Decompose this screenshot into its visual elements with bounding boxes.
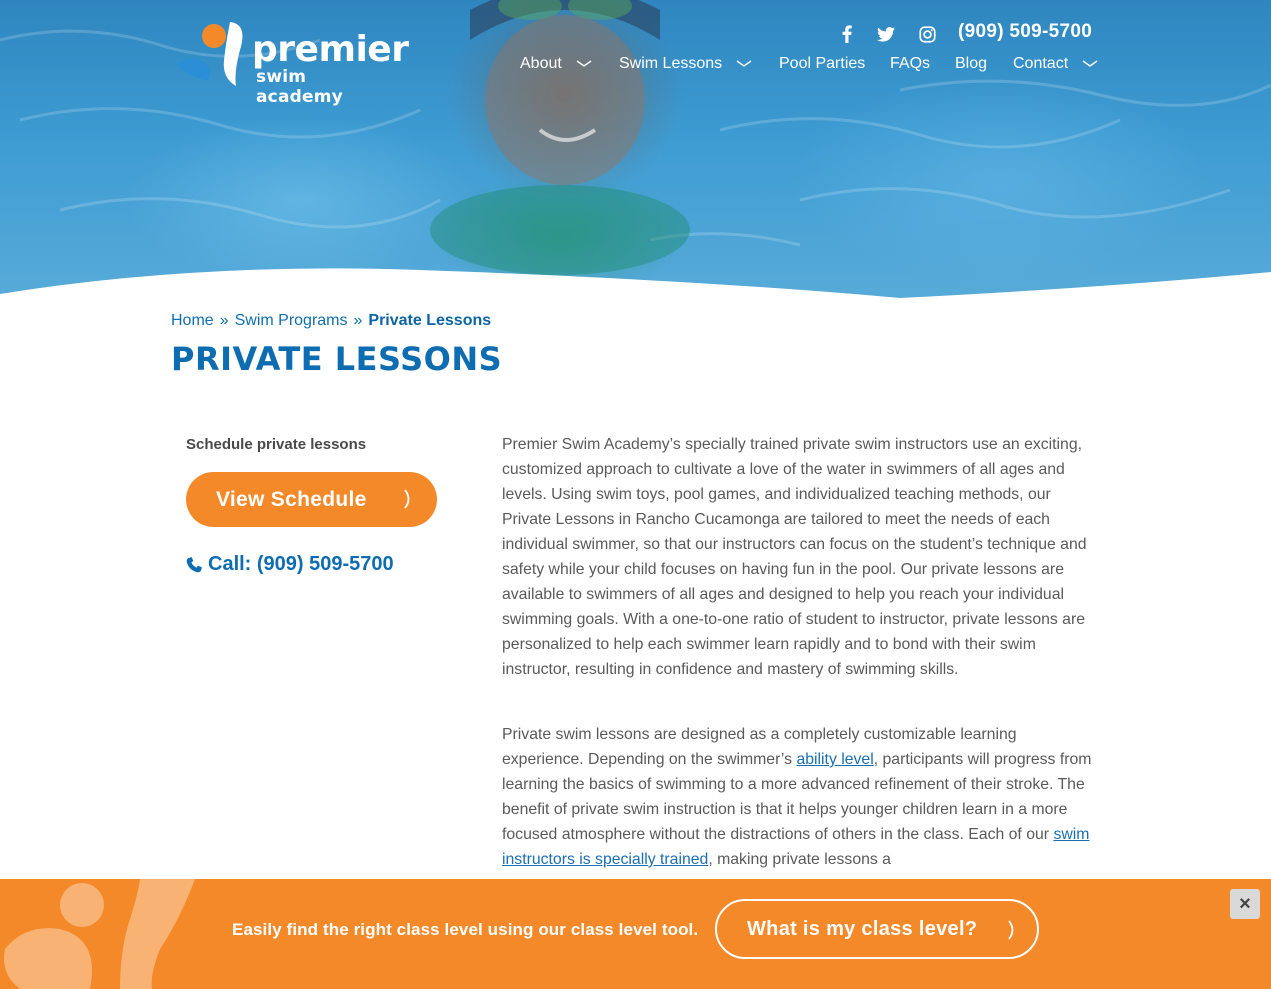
nav-swim-lessons-label: Swim Lessons [619, 55, 723, 72]
breadcrumb-separator: » [219, 312, 229, 329]
instagram-icon [919, 26, 936, 43]
facebook-link[interactable] [838, 22, 856, 46]
view-schedule-label: View Schedule [216, 487, 367, 511]
close-banner-button[interactable]: × [1230, 889, 1260, 919]
twitter-link[interactable] [875, 22, 897, 46]
call-phone-label: Call: (909) 509-5700 [208, 553, 394, 575]
nav-contact[interactable] [1013, 53, 1098, 75]
page-title: PRIVATE LESSONS [171, 340, 503, 378]
details-text: , making private lessons a [708, 851, 891, 868]
breadcrumb [171, 312, 491, 330]
breadcrumb-home[interactable]: Home [171, 312, 214, 329]
banner-message: Easily find the right class level using our class level tool. [232, 920, 699, 939]
nav-pool-parties[interactable]: Pool Parties [779, 55, 866, 72]
call-phone-link[interactable] [186, 553, 394, 576]
chevron-right-icon [403, 489, 413, 509]
facebook-icon [842, 25, 852, 43]
logo-mark-icon [174, 20, 254, 92]
details-text: Private swim lessons are designed as a completely customizable learning experience. Depending on the swimmer’s [502, 726, 1017, 768]
wave-divider [0, 262, 1271, 300]
breadcrumb-separator: » [353, 312, 363, 329]
intro-paragraph: Premier Swim Academy’s specially trained private swim instructors use an exciting, customized approach to cultivate a love of the water in swimmers of all ages and levels. Using swim toys, pool games, and individualized teaching methods, our Private Lessons in Rancho Cucamonga are tailored to meet the needs of each individual swimmer, so that our instructors can focus on the student’s technique and safety while your child focuses on having fun in the pool. Our private lessons are available to swimmers of all ages and designed to help you reach your individual swimming goals. With a one-to-one ratio of student to instructor, private lessons are personalized to help each swimmer learn rapidly and to bond with their swim instructor, resulting in confidence and mastery of swimming skills. [502, 436, 1087, 678]
class-level-button-label: What is my class level? [747, 917, 978, 940]
class-level-button[interactable] [715, 899, 1039, 959]
nav-about[interactable] [520, 53, 592, 75]
chevron-down-icon [736, 60, 752, 68]
chevron-right-icon [1007, 920, 1017, 940]
instagram-link[interactable] [916, 22, 938, 46]
details-paragraph [502, 722, 1092, 872]
splash-decoration [0, 879, 200, 989]
chevron-down-icon [1082, 60, 1098, 68]
twitter-icon [877, 27, 895, 42]
nav-contact-label: Contact [1013, 55, 1069, 72]
class-level-banner [0, 879, 1271, 989]
header-phone-link[interactable]: (909) 509-5700 [958, 21, 1093, 42]
logo-wordmark: premier [252, 29, 409, 70]
hero-banner [0, 0, 1271, 300]
logo-subtitle: swim academy [256, 67, 343, 107]
site-logo[interactable] [174, 20, 409, 107]
nav-blog[interactable]: Blog [955, 55, 988, 72]
nav-faqs[interactable]: FAQs [890, 55, 931, 72]
nav-about-label: About [520, 55, 562, 72]
phone-icon [186, 557, 202, 573]
breadcrumb-swim-programs[interactable]: Swim Programs [234, 312, 348, 329]
instructors-trained-link[interactable]: swim instructors is specially trained [502, 826, 1090, 868]
schedule-label: Schedule private lessons [186, 436, 367, 453]
breadcrumb-current: Private Lessons [368, 312, 492, 329]
chevron-down-icon [576, 60, 592, 68]
details-text: , participants will progress from learning the basics of swimming to a more advanced refinement of their stroke. The benefit of private swim instruction is that it helps younger children learn in a more focused atmosphere without the distractions of others in the class. Each of our [502, 751, 1092, 843]
nav-swim-lessons[interactable] [619, 53, 752, 75]
view-schedule-button[interactable] [186, 472, 437, 527]
ability-level-link[interactable]: ability level [796, 751, 874, 768]
